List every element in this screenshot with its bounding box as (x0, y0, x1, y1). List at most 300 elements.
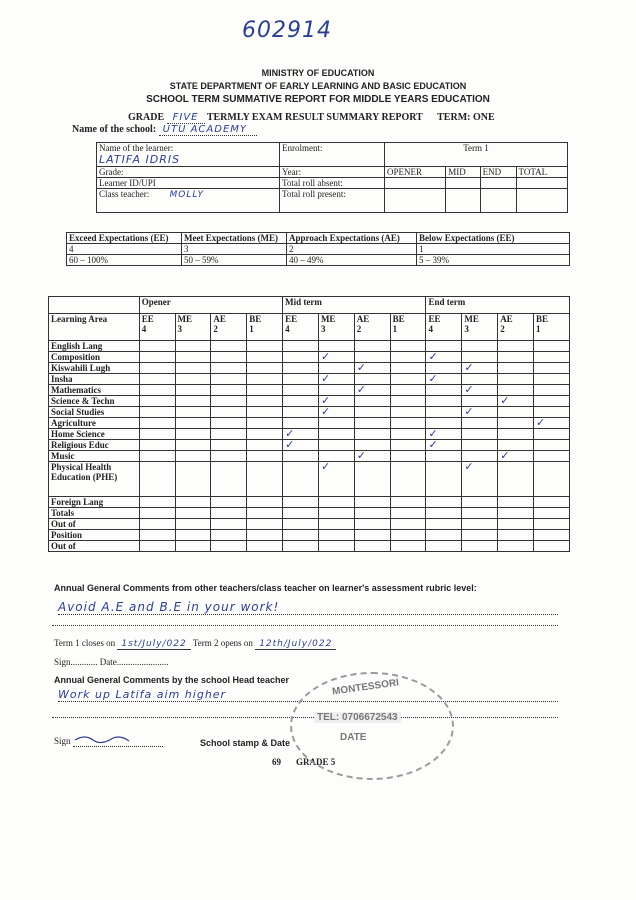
serial-number: 602914 (242, 18, 332, 43)
exp-ee-name: Exceed Expectations (EE) (67, 233, 182, 244)
school-stamp (290, 672, 454, 780)
head-sign-label: Sign (54, 736, 71, 746)
subject-label: Position (49, 530, 140, 541)
grade-cell (247, 385, 283, 396)
subject-label: Music (49, 451, 140, 462)
head-sign-line (54, 732, 163, 747)
grade-cell (498, 530, 534, 541)
grade-cell (534, 341, 570, 352)
grade-cell (426, 451, 462, 462)
level-header: ME 3 (318, 314, 354, 341)
grade-cell (462, 363, 498, 374)
exp-be-range: 5 – 39% (417, 255, 570, 266)
table-row (49, 385, 570, 396)
grade-cell (318, 407, 354, 418)
learner-id-cell: Learner ID/UPI (97, 178, 280, 189)
grade-cell (175, 541, 211, 552)
stamp-tel: TEL: 0706672543 (314, 712, 401, 723)
grade-cell (211, 396, 247, 407)
level-header: BE 1 (390, 314, 426, 341)
grade-cell (462, 407, 498, 418)
grade-cell (139, 341, 175, 352)
present-cell: Total roll present: (280, 189, 385, 213)
grade-cell (354, 451, 390, 462)
grade-cell (247, 429, 283, 440)
grade-cell (247, 497, 283, 508)
grade-cell (318, 374, 354, 385)
grade-cell (462, 508, 498, 519)
grade-cell (462, 341, 498, 352)
tick-mark-icon: ✓ (320, 460, 331, 473)
grade-cell (283, 407, 319, 418)
grade-cell (211, 418, 247, 429)
group-end-term: End term (426, 297, 570, 314)
grade-line (128, 112, 495, 123)
tick-mark-icon: ✓ (320, 405, 331, 418)
col-total: TOTAL (516, 167, 567, 178)
table-row (49, 519, 570, 530)
grade-cell (247, 508, 283, 519)
grade-cell (390, 508, 426, 519)
grade-cell: Grade: (97, 167, 280, 178)
grade-cell (175, 462, 211, 497)
grade-cell (390, 363, 426, 374)
exp-me-name: Meet Expectations (ME) (182, 233, 287, 244)
grade-cell (211, 352, 247, 363)
stamp-date: DATE (340, 732, 367, 743)
grade-cell (534, 541, 570, 552)
grade-cell (139, 407, 175, 418)
table-row (49, 451, 570, 462)
subject-label: Out of (49, 541, 140, 552)
grade-cell (390, 396, 426, 407)
grade-cell (139, 363, 175, 374)
subject-label: Insha (49, 374, 140, 385)
grade-value: FIVE (167, 112, 205, 124)
grade-cell (283, 541, 319, 552)
grade-cell (498, 363, 534, 374)
grade-cell (390, 385, 426, 396)
grade-cell (211, 451, 247, 462)
subject-label: Out of (49, 519, 140, 530)
school-line (72, 124, 257, 135)
grade-cell (139, 451, 175, 462)
tick-mark-icon: ✓ (428, 427, 438, 440)
grade-cell (426, 385, 462, 396)
group-mid-term: Mid term (283, 297, 426, 314)
grade-cell (211, 363, 247, 374)
level-header: AE 2 (354, 314, 390, 341)
grade-cell (175, 385, 211, 396)
grade-cell (283, 440, 319, 451)
level-header: BE 1 (534, 314, 570, 341)
grade-cell (354, 407, 390, 418)
subject-label: Foreign Lang (49, 497, 140, 508)
grade-cell (498, 418, 534, 429)
date-label: Date (99, 657, 117, 667)
grade-cell (498, 374, 534, 385)
grade-cell (139, 385, 175, 396)
term-dates-line (54, 638, 336, 649)
grade-cell (354, 497, 390, 508)
grade-cell (426, 352, 462, 363)
subject-label: Mathematics (49, 385, 140, 396)
table-row (49, 462, 570, 497)
grade-cell (426, 519, 462, 530)
grade-cell (534, 519, 570, 530)
grade-cell (390, 418, 426, 429)
grade-cell (175, 341, 211, 352)
term2-opens-label: Term 2 opens on (192, 638, 253, 648)
exp-ae-level: 2 (287, 244, 417, 255)
grade-cell (247, 541, 283, 552)
exp-be-name: Below Expectations (EE) (417, 233, 570, 244)
table-row (49, 497, 570, 508)
grade-cell (390, 407, 426, 418)
grade-cell (211, 497, 247, 508)
grade-cell (534, 363, 570, 374)
level-header: EE 4 (283, 314, 319, 341)
grade-cell (354, 508, 390, 519)
grade-cell (318, 440, 354, 451)
grade-cell (139, 418, 175, 429)
expectations-table (66, 232, 570, 266)
grade-cell (247, 374, 283, 385)
grade-cell (534, 497, 570, 508)
tick-mark-icon: ✓ (428, 438, 438, 451)
grade-cell (211, 519, 247, 530)
grade-cell (498, 429, 534, 440)
learner-name-cell: Name of the learner: LATIFA IDRIS (97, 143, 280, 167)
grade-cell (318, 541, 354, 552)
subject-label: Social Studies (49, 407, 140, 418)
learning-area-label: Learning Area (49, 314, 140, 341)
header-department: STATE DEPARTMENT OF EARLY LEARNING AND BASIC EDUCATION (169, 81, 467, 91)
tick-mark-icon: ✓ (464, 405, 474, 418)
tick-mark-icon: ✓ (285, 438, 295, 451)
exp-me-range: 50 – 59% (182, 255, 287, 266)
subject-label: Religious Educ (49, 440, 140, 451)
grade-cell (175, 451, 211, 462)
table-row (49, 530, 570, 541)
grade-cell (498, 451, 534, 462)
head-signature (73, 732, 163, 747)
grade-cell (175, 418, 211, 429)
level-header: EE 4 (426, 314, 462, 341)
grade-cell (426, 396, 462, 407)
table-row (49, 407, 570, 418)
grade-cell (175, 352, 211, 363)
tick-mark-icon: ✓ (356, 449, 367, 462)
grade-cell (462, 462, 498, 497)
grade-cell (534, 385, 570, 396)
grade-cell (354, 541, 390, 552)
grade-cell (534, 352, 570, 363)
grade-cell (139, 530, 175, 541)
exp-ee-level: 4 (67, 244, 182, 255)
grade-cell (462, 429, 498, 440)
learner-info-table (96, 142, 568, 213)
grade-cell (247, 352, 283, 363)
table-row (49, 508, 570, 519)
grade-cell (498, 508, 534, 519)
subject-label: Composition (49, 352, 140, 363)
grade-cell (534, 429, 570, 440)
tick-mark-icon: ✓ (464, 361, 474, 374)
learning-area-grid (48, 296, 570, 552)
term1-closes-label: Term 1 closes on (54, 638, 116, 648)
term-header-cell: Term 1 (385, 143, 568, 167)
grade-cell (211, 530, 247, 541)
grade-cell (139, 462, 175, 497)
grade-cell (175, 407, 211, 418)
grade-cell (426, 440, 462, 451)
grade-cell (390, 440, 426, 451)
grade-cell (175, 530, 211, 541)
sign-date-line: Sign............ Date....................... (54, 657, 169, 667)
grade-cell (354, 363, 390, 374)
grade-cell (318, 418, 354, 429)
subject-label: Science & Techn (49, 396, 140, 407)
table-row (49, 541, 570, 552)
subject-label: Kiswahili Lugh (49, 363, 140, 374)
grade-cell (390, 462, 426, 497)
grade-cell (283, 385, 319, 396)
tick-mark-icon: ✓ (536, 416, 546, 429)
table-row (49, 418, 570, 429)
grade-cell (211, 541, 247, 552)
grade-cell (426, 407, 462, 418)
level-header: ME 3 (462, 314, 498, 341)
grade-cell (283, 396, 319, 407)
grade-cell (247, 418, 283, 429)
grade-cell (318, 519, 354, 530)
term1-closes-value: 1st/July/022 (117, 639, 190, 650)
grade-cell (390, 429, 426, 440)
grade-cell (498, 396, 534, 407)
col-end: END (480, 167, 516, 178)
grade-cell (211, 341, 247, 352)
year-cell: Year: (280, 167, 385, 178)
grade-cell (462, 440, 498, 451)
grade-cell (247, 363, 283, 374)
grade-cell (247, 451, 283, 462)
grade-cell (247, 440, 283, 451)
grade-cell (283, 374, 319, 385)
subject-label: Physical Health Education (PHE) (49, 462, 140, 497)
grade-cell (175, 429, 211, 440)
grade-cell (354, 429, 390, 440)
school-value: UTU ACADEMY (159, 124, 257, 136)
col-opener: OPENER (385, 167, 446, 178)
grade-cell (498, 462, 534, 497)
grade-cell (462, 519, 498, 530)
grade-cell (354, 462, 390, 497)
grade-cell (139, 440, 175, 451)
tick-mark-icon: ✓ (285, 427, 295, 440)
grade-cell (175, 396, 211, 407)
footer-grade: GRADE 5 (296, 757, 336, 767)
subject-label: Agriculture (49, 418, 140, 429)
grade-cell (139, 497, 175, 508)
sign-label: Sign (54, 657, 71, 667)
grade-label: GRADE (128, 112, 165, 123)
grade-cell (211, 374, 247, 385)
grade-cell (534, 451, 570, 462)
grade-cell (283, 530, 319, 541)
grade-cell (283, 352, 319, 363)
exp-ae-range: 40 – 49% (287, 255, 417, 266)
tick-mark-icon: ✓ (320, 372, 331, 385)
grade-cell (498, 541, 534, 552)
grade-cell (139, 396, 175, 407)
grade-cell (534, 508, 570, 519)
grade-cell (426, 497, 462, 508)
grade-cell (426, 508, 462, 519)
grade-cell (247, 530, 283, 541)
tick-mark-icon: ✓ (500, 449, 510, 462)
grade-cell (426, 462, 462, 497)
tick-mark-icon: ✓ (428, 372, 438, 385)
level-header: AE 2 (211, 314, 247, 341)
enrolment-cell: Enrolment: (280, 143, 385, 167)
grade-cell (318, 462, 354, 497)
exp-ae-name: Approach Expectations (AE) (287, 233, 417, 244)
tick-mark-icon: ✓ (464, 383, 474, 396)
table-row (49, 396, 570, 407)
tick-mark-icon: ✓ (320, 394, 331, 407)
grade-cell (318, 530, 354, 541)
grade-cell (534, 462, 570, 497)
grade-cell (139, 541, 175, 552)
grade-cell (283, 519, 319, 530)
report-title: TERMLY EXAM RESULT SUMMARY REPORT (206, 112, 423, 123)
teacher-comments-value: Avoid A.E and B.E in your work! (58, 600, 558, 615)
grade-cell (318, 429, 354, 440)
grade-cell (462, 385, 498, 396)
tick-mark-icon: ✓ (356, 383, 367, 396)
grade-cell (354, 385, 390, 396)
grade-cell (211, 429, 247, 440)
grade-cell (498, 407, 534, 418)
grade-cell (247, 462, 283, 497)
grade-cell (354, 530, 390, 541)
tick-mark-icon: ✓ (500, 394, 510, 407)
table-row (49, 440, 570, 451)
grade-cell (283, 451, 319, 462)
subject-label: Home Science (49, 429, 140, 440)
header-ministry: MINISTRY OF EDUCATION (261, 68, 375, 78)
table-row (49, 429, 570, 440)
subject-label: English Lang (49, 341, 140, 352)
grade-cell (211, 440, 247, 451)
grade-cell (354, 418, 390, 429)
grade-cell (175, 440, 211, 451)
grade-cell (390, 374, 426, 385)
header-report-title: SCHOOL TERM SUMMATIVE REPORT FOR MIDDLE YEARS EDUCATION (146, 94, 490, 105)
grade-cell (247, 407, 283, 418)
grade-cell (175, 497, 211, 508)
grade-cell (534, 530, 570, 541)
grade-cell (139, 374, 175, 385)
stamp-name: MONTESSORI (331, 677, 400, 698)
exp-me-level: 3 (182, 244, 287, 255)
level-header: EE 4 (139, 314, 175, 341)
grade-cell (211, 508, 247, 519)
grade-cell (211, 385, 247, 396)
grade-cell (390, 451, 426, 462)
grade-cell (462, 497, 498, 508)
grade-cell (211, 462, 247, 497)
page-number: 69 (272, 757, 281, 767)
level-header: BE 1 (247, 314, 283, 341)
class-teacher-cell: Class teacher: MOLLY (97, 189, 280, 213)
tick-mark-icon: ✓ (320, 350, 331, 363)
table-row (49, 374, 570, 385)
grade-cell (390, 352, 426, 363)
school-stamp-label: School stamp & Date (200, 738, 291, 748)
school-label: Name of the school: (72, 124, 157, 135)
exp-be-level: 1 (417, 244, 570, 255)
grade-cell (283, 341, 319, 352)
grade-cell (247, 341, 283, 352)
grade-cell (175, 374, 211, 385)
grade-cell (498, 352, 534, 363)
grade-cell (139, 352, 175, 363)
grade-cell (354, 341, 390, 352)
grade-cell (354, 519, 390, 530)
grade-cell (283, 497, 319, 508)
grade-cell (390, 341, 426, 352)
grade-cell (426, 530, 462, 541)
grade-cell (498, 341, 534, 352)
grade-cell (534, 440, 570, 451)
teacher-comments-label: Annual General Comments from other teachers/class teacher on learner's assessment rubric level: (54, 583, 477, 593)
grade-cell (354, 396, 390, 407)
grade-cell (283, 508, 319, 519)
head-comments-label: Annual General Comments by the school Head teacher (54, 675, 290, 685)
term2-opens-value: 12th/July/022 (255, 639, 336, 650)
grade-cell (139, 429, 175, 440)
subject-label: Totals (49, 508, 140, 519)
grade-cell (534, 418, 570, 429)
grade-cell (247, 519, 283, 530)
grade-cell (318, 497, 354, 508)
group-opener: Opener (139, 297, 282, 314)
grade-cell (534, 396, 570, 407)
grade-cell (175, 519, 211, 530)
grade-cell (283, 363, 319, 374)
col-mid: MID (446, 167, 480, 178)
grade-cell (390, 519, 426, 530)
grade-cell (139, 508, 175, 519)
head-comments-value: Work up Latifa aim higher (58, 688, 558, 702)
grade-cell (426, 541, 462, 552)
grade-cell (462, 418, 498, 429)
absent-cell: Total roll absent: (280, 178, 385, 189)
grade-cell (318, 508, 354, 519)
tick-mark-icon: ✓ (464, 460, 474, 473)
exp-ee-range: 60 – 100% (67, 255, 182, 266)
grade-cell (390, 530, 426, 541)
grade-cell (390, 541, 426, 552)
grade-cell (139, 519, 175, 530)
grade-cell (318, 352, 354, 363)
grade-cell (498, 519, 534, 530)
grade-cell (498, 497, 534, 508)
grade-cell (175, 508, 211, 519)
tick-mark-icon: ✓ (428, 350, 438, 363)
